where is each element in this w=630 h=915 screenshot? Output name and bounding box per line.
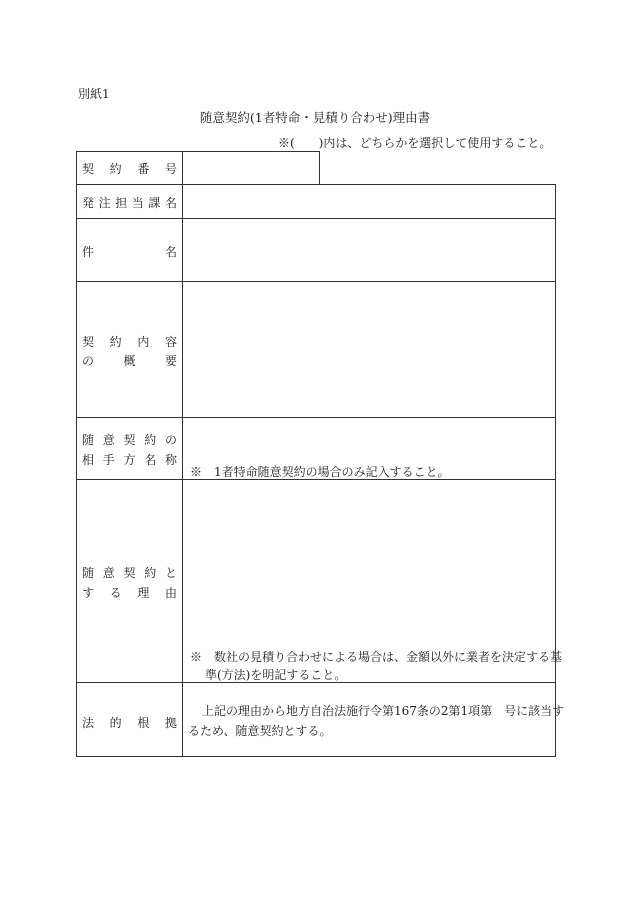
table-border-top xyxy=(76,151,320,152)
row-divider xyxy=(76,218,556,219)
appendix-label: 別紙1 xyxy=(78,87,110,101)
counterparty-label-text-1-char: 意 xyxy=(102,433,115,447)
contract-number-label-text-char: 号 xyxy=(164,162,177,176)
legal-label-kon: 根 xyxy=(137,716,150,730)
contract-number-field[interactable] xyxy=(190,160,315,178)
summary-label-no: の xyxy=(82,354,95,368)
counterparty-note: ※ 1者特命随意契約の場合のみ記入すること。 xyxy=(190,465,450,479)
row-divider xyxy=(76,184,556,185)
item-label-left: 件 xyxy=(82,245,95,259)
row-divider xyxy=(76,281,556,282)
counterparty-label-text-2-char: 名 xyxy=(144,453,157,467)
contract-no-right-border xyxy=(319,151,320,185)
summary-label-text-char: 契 xyxy=(82,335,95,349)
legal-label-teki: 的 xyxy=(109,716,122,730)
summary-label-line1 xyxy=(82,333,177,350)
counterparty-label-text-1-char: 契 xyxy=(123,433,136,447)
reason-label-text xyxy=(82,564,177,581)
legal-basis-text-line1: 上記の理由から地方自治法施行令第167条の2第1項第 号に該当す xyxy=(202,704,565,718)
department-label-text-char: 注 xyxy=(98,196,111,210)
summary-label-text-char: 容 xyxy=(164,335,177,349)
department-label-text-char: 名 xyxy=(164,196,177,210)
summary-label-text xyxy=(82,333,177,350)
department-label-text xyxy=(82,194,177,211)
reason-label-line1 xyxy=(82,564,177,581)
counterparty-label-text-2 xyxy=(82,451,177,468)
department-label xyxy=(82,194,177,211)
item-name-field[interactable] xyxy=(190,226,550,276)
department-label-text-char: 発 xyxy=(82,196,95,210)
summary-label-gai: 概 xyxy=(123,354,136,368)
counterparty-label-text-2-char: 方 xyxy=(123,453,136,467)
summary-label-text-char: 内 xyxy=(137,335,150,349)
reason-note-line1: ※ 数社の見積り合わせによる場合は、金額以外に業者を決定する基 xyxy=(190,650,563,664)
department-label-text-char: 課 xyxy=(148,196,161,210)
summary-label-text-char: 約 xyxy=(109,335,122,349)
reason-label-text-char: と xyxy=(164,566,177,580)
document-title: 随意契約(1者特命・見積り合わせ)理由書 xyxy=(199,110,431,125)
summary-label-line2 xyxy=(82,352,177,369)
counterparty-label-line1 xyxy=(82,431,177,448)
reason-label-ri: 理 xyxy=(137,586,150,600)
summary-label-you: 要 xyxy=(164,354,177,368)
legal-label-kyo: 拠 xyxy=(164,716,177,730)
counterparty-label-text-2-char: 称 xyxy=(164,453,177,467)
item-label-right: 名 xyxy=(164,245,177,259)
contract-number-label xyxy=(82,160,177,177)
counterparty-label-text-1-char: 随 xyxy=(82,433,95,447)
row-divider xyxy=(76,417,556,418)
reason-label-su: す xyxy=(82,586,95,600)
table-border-right xyxy=(555,184,556,757)
label-column-divider xyxy=(182,151,183,757)
department-label-text-char: 当 xyxy=(131,196,144,210)
counterparty-label-text-1-char: 約 xyxy=(144,433,157,447)
legal-basis-label xyxy=(82,714,177,731)
selection-note: ※( )内は、どちらかを選択して使用すること。 xyxy=(278,136,552,150)
counterparty-label-text-1 xyxy=(82,431,177,448)
counterparty-label-text-2-char: 手 xyxy=(102,453,115,467)
reason-label-yu: 由 xyxy=(164,586,177,600)
item-name-label xyxy=(82,243,177,260)
table-border-left xyxy=(76,151,77,757)
reason-label-ru: る xyxy=(109,586,122,600)
contract-number-label-text xyxy=(82,160,177,177)
reason-label-line2 xyxy=(82,584,177,601)
legal-basis-text-line2: るため、随意契約とする。 xyxy=(188,724,332,738)
summary-field[interactable] xyxy=(190,290,550,410)
contract-number-label-text-char: 約 xyxy=(109,162,122,176)
reason-label-text-char: 随 xyxy=(82,566,95,580)
reason-label-text-char: 約 xyxy=(144,566,157,580)
department-label-text-char: 担 xyxy=(115,196,128,210)
contract-number-label-text-char: 番 xyxy=(137,162,150,176)
counterparty-label-text-2-char: 相 xyxy=(82,453,95,467)
reason-note-line2: 準(方法)を明記すること。 xyxy=(205,668,347,682)
counterparty-label-line2 xyxy=(82,451,177,468)
department-field[interactable] xyxy=(190,192,550,212)
reason-label-text-char: 契 xyxy=(123,566,136,580)
counterparty-label-text-1-char: の xyxy=(164,433,177,447)
legal-label-hou: 法 xyxy=(82,716,95,730)
table-border-bottom xyxy=(76,756,556,757)
contract-number-label-text-char: 契 xyxy=(82,162,95,176)
reason-label-text-char: 意 xyxy=(102,566,115,580)
